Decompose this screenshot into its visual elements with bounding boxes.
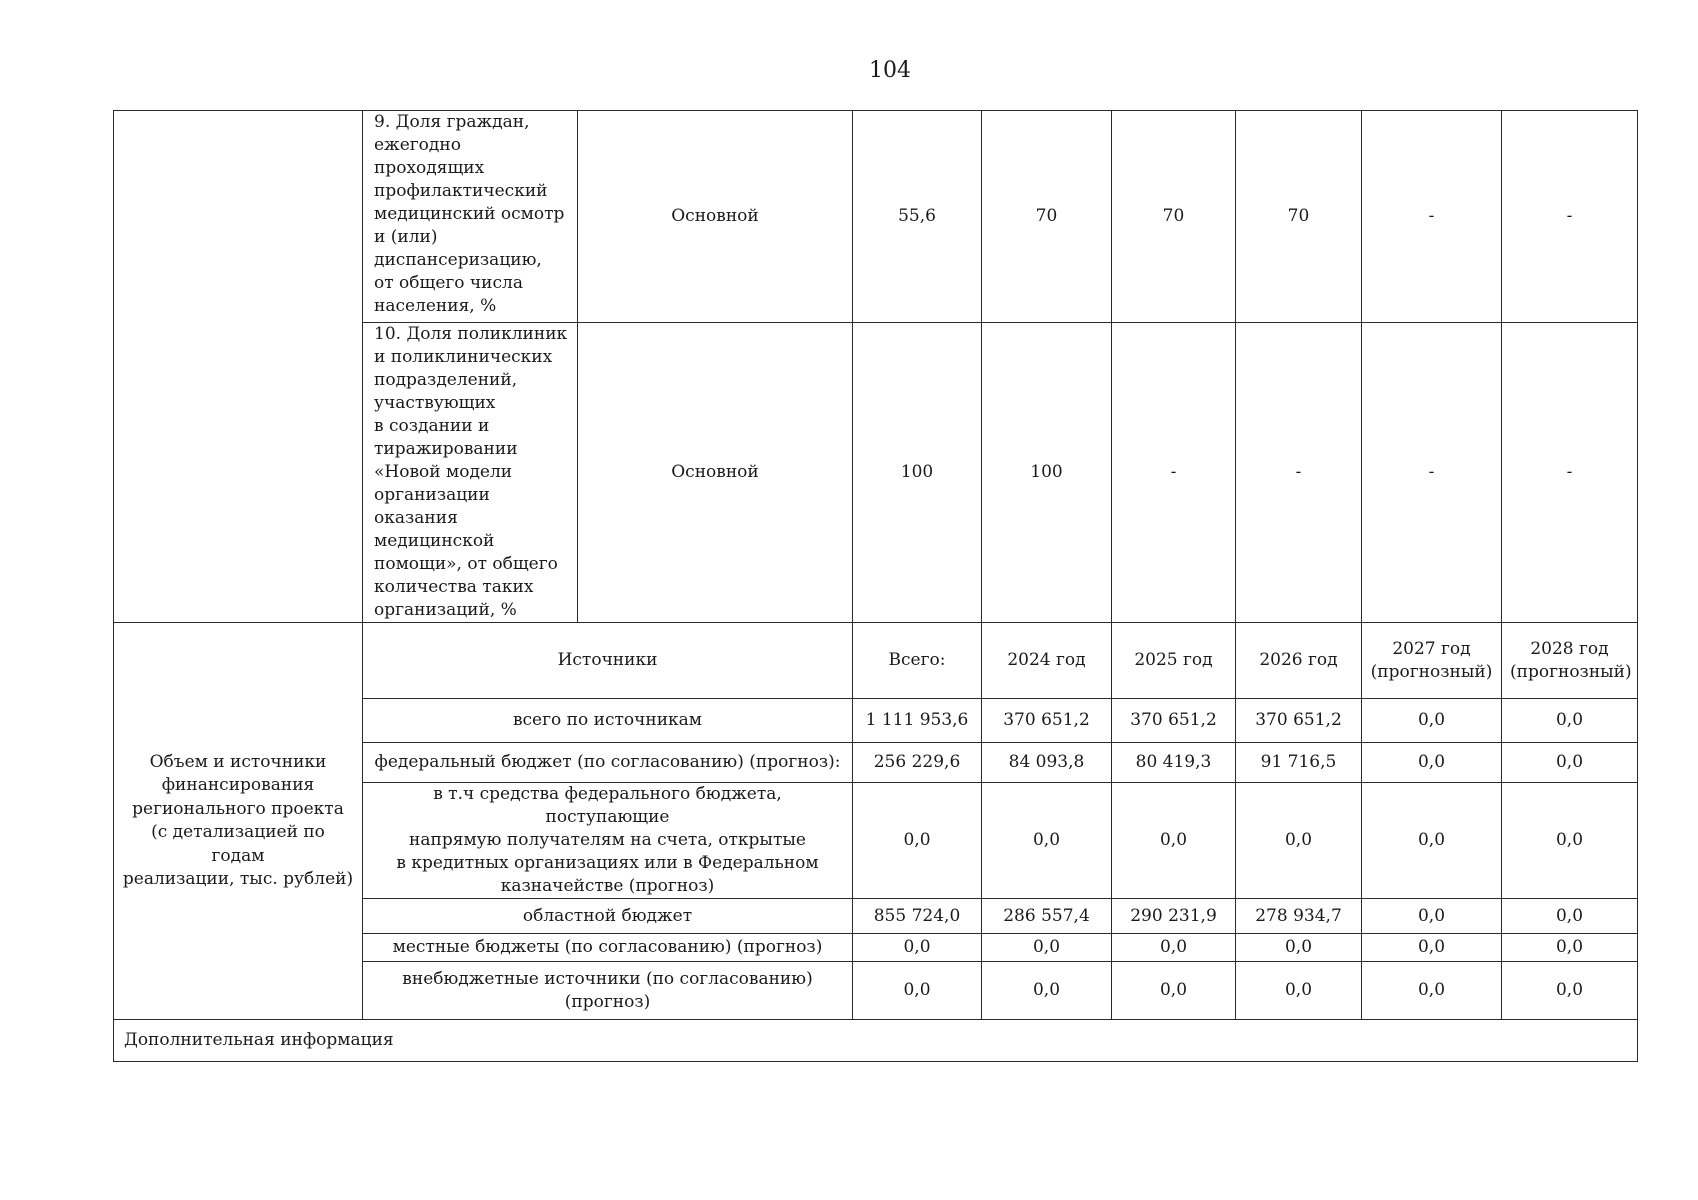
financing-value: 0,0 bbox=[853, 962, 982, 1020]
financing-value: 0,0 bbox=[1502, 743, 1638, 783]
financing-value: 0,0 bbox=[982, 783, 1112, 899]
financing-value: 84 093,8 bbox=[982, 743, 1112, 783]
financing-value: 0,0 bbox=[1502, 934, 1638, 962]
financing-value: 0,0 bbox=[1112, 934, 1236, 962]
financing-value: 0,0 bbox=[1362, 743, 1502, 783]
indicator-value: - bbox=[1502, 111, 1638, 323]
financing-value: 855 724,0 bbox=[853, 899, 982, 934]
indicator-value: 100 bbox=[853, 323, 982, 623]
financing-value: 0,0 bbox=[982, 962, 1112, 1020]
financing-value: 286 557,4 bbox=[982, 899, 1112, 934]
financing-value: 0,0 bbox=[1236, 783, 1362, 899]
financing-value: 0,0 bbox=[1362, 962, 1502, 1020]
indicator-value: 100 bbox=[982, 323, 1112, 623]
financing-value: 0,0 bbox=[1502, 899, 1638, 934]
header-2026: 2026 год bbox=[1236, 623, 1362, 699]
financing-source: местные бюджеты (по согласованию) (прогноз) bbox=[363, 934, 853, 962]
financing-value: 290 231,9 bbox=[1112, 899, 1236, 934]
financing-value: 1 111 953,6 bbox=[853, 699, 982, 743]
financing-source: всего по источникам bbox=[363, 699, 853, 743]
indicator-name: 9. Доля граждан, ежегодно проходящих профилактический медицинский осмотр и (или) диспансеризацию, от общего числа населения, % bbox=[363, 111, 578, 323]
financing-value: 0,0 bbox=[1502, 962, 1638, 1020]
financing-value: 0,0 bbox=[853, 934, 982, 962]
financing-value: 0,0 bbox=[1362, 899, 1502, 934]
financing-source: областной бюджет bbox=[363, 899, 853, 934]
indicator-value: 70 bbox=[982, 111, 1112, 323]
header-sources: Источники bbox=[363, 623, 853, 699]
indicator-value: - bbox=[1502, 323, 1638, 623]
indicator-value: - bbox=[1112, 323, 1236, 623]
financing-source: внебюджетные источники (по согласованию) (прогноз) bbox=[363, 962, 853, 1020]
financing-value: 0,0 bbox=[853, 783, 982, 899]
financing-value: 0,0 bbox=[1112, 962, 1236, 1020]
financing-value: 278 934,7 bbox=[1236, 899, 1362, 934]
header-total: Всего: bbox=[853, 623, 982, 699]
financing-value: 0,0 bbox=[1236, 962, 1362, 1020]
financing-value: 0,0 bbox=[1362, 699, 1502, 743]
financing-value: 0,0 bbox=[982, 934, 1112, 962]
indicator-name: 10. Доля поликлиник и поликлинических подразделений, участвующих в создании и тиражировании «Новой модели организации оказания медицинской помощи», от общего количества таких организаций, % bbox=[363, 323, 578, 623]
additional-info: Дополнительная информация bbox=[114, 1020, 1638, 1062]
financing-value: 0,0 bbox=[1362, 783, 1502, 899]
header-2028: 2028 год (прогнозный) bbox=[1502, 623, 1638, 699]
financing-value: 0,0 bbox=[1362, 934, 1502, 962]
financing-source: федеральный бюджет (по согласованию) (прогноз): bbox=[363, 743, 853, 783]
indicator-value: - bbox=[1362, 323, 1502, 623]
financing-source: в т.ч средства федерального бюджета, поступающие напрямую получателям на счета, открытые в кредитных организациях или в Федеральном казначействе (прогноз) bbox=[363, 783, 853, 899]
financing-value: 80 419,3 bbox=[1112, 743, 1236, 783]
header-2024: 2024 год bbox=[982, 623, 1112, 699]
additional-info-row bbox=[114, 1020, 1638, 1062]
empty-cell bbox=[114, 111, 363, 623]
financing-value: 370 651,2 bbox=[1112, 699, 1236, 743]
financing-header-row bbox=[114, 623, 1638, 699]
project-table bbox=[113, 110, 1638, 1062]
page-number: 104 bbox=[869, 58, 911, 83]
header-2027: 2027 год (прогнозный) bbox=[1362, 623, 1502, 699]
indicator-value: - bbox=[1362, 111, 1502, 323]
indicator-value: 70 bbox=[1236, 111, 1362, 323]
financing-label: Объем и источники финансирования регионального проекта (с детализацией по годам реализации, тыс. рублей) bbox=[114, 623, 363, 1020]
financing-value: 370 651,2 bbox=[982, 699, 1112, 743]
financing-value: 256 229,6 bbox=[853, 743, 982, 783]
financing-value: 0,0 bbox=[1502, 699, 1638, 743]
indicator-value: - bbox=[1236, 323, 1362, 623]
financing-value: 0,0 bbox=[1502, 783, 1638, 899]
financing-value: 370 651,2 bbox=[1236, 699, 1362, 743]
financing-value: 0,0 bbox=[1236, 934, 1362, 962]
indicator-row bbox=[114, 111, 1638, 323]
financing-value: 91 716,5 bbox=[1236, 743, 1362, 783]
financing-value: 0,0 bbox=[1112, 783, 1236, 899]
header-2025: 2025 год bbox=[1112, 623, 1236, 699]
indicator-value: 70 bbox=[1112, 111, 1236, 323]
indicator-value: 55,6 bbox=[853, 111, 982, 323]
indicator-type: Основной bbox=[578, 323, 853, 623]
indicator-type: Основной bbox=[578, 111, 853, 323]
